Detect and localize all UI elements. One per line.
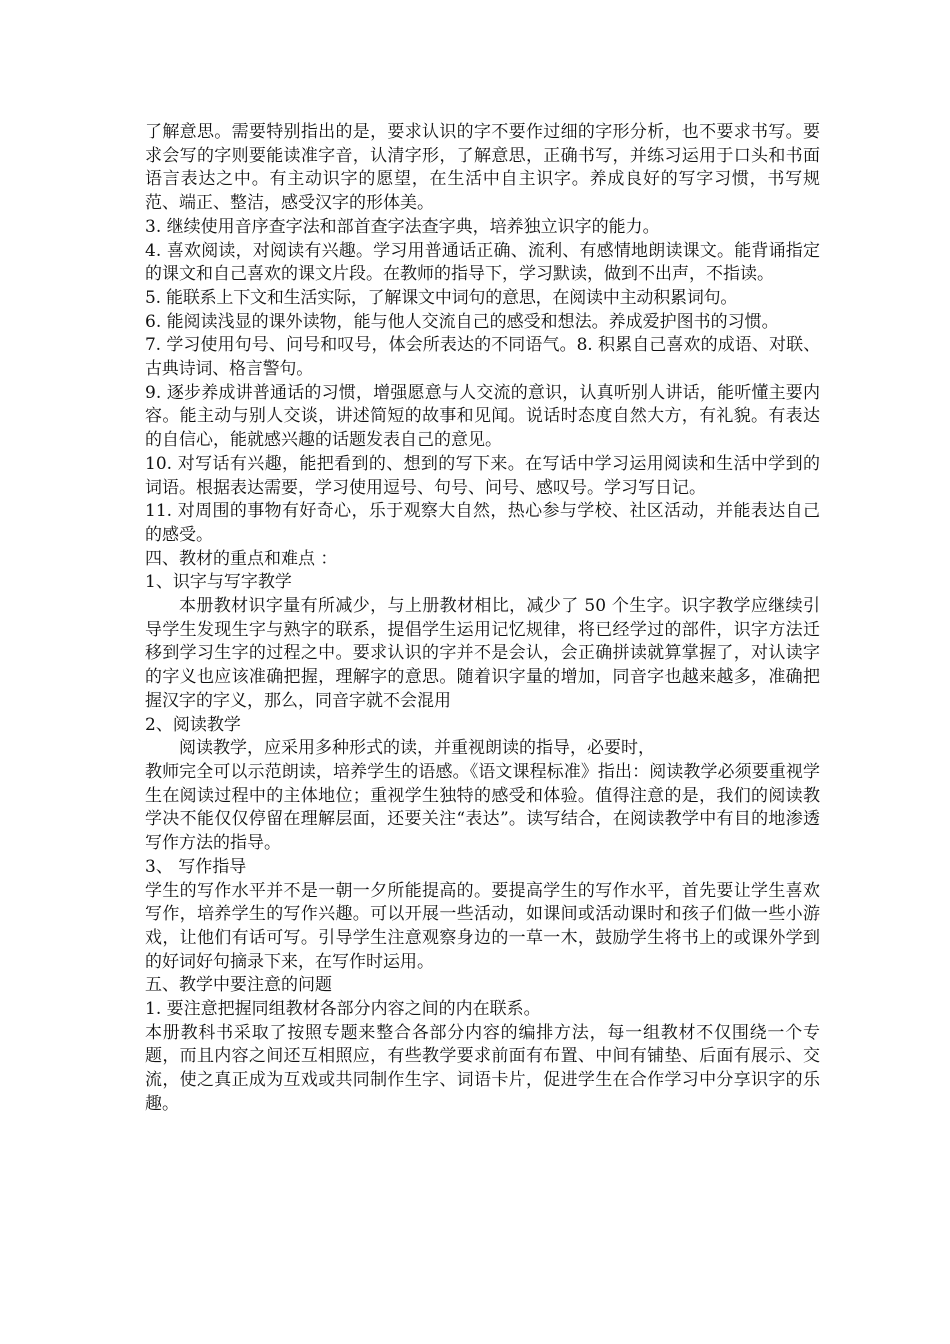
section-heading-4: 四、教材的重点和难点 ：	[145, 548, 338, 569]
subheading-writing: 3、 写作指导	[145, 856, 247, 877]
paragraph-item-4: 4. 喜欢阅读，对阅读有兴趣。学习用普通话正确、流利、有感情地朗读课文。能背诵指定的课文和自己喜欢的课文片段。在教师的指导下，学习默读，做到不出声，不指读。	[145, 240, 820, 285]
paragraph-textbook-arrangement: 本册教科书采取了按照专题来整合各部分内容的编排方法，每一组教材不仅围绕一个专题，而且内容之间还互相照应，有些教学要求前面有布置、中间有铺垫、后面有展示、交流，使之真正成为互戏或共同制作生字、词语卡片，促进学生在合作学习中分享识字的乐趣。	[145, 1022, 820, 1114]
section-heading-5: 五、教学中要注意的问题	[145, 975, 332, 996]
paragraph-item-5: 5. 能联系上下文和生活实际，了解课文中词句的意思，在阅读中主动积累词句。	[145, 287, 738, 308]
subheading-reading: 2、阅读教学	[145, 714, 241, 735]
paragraph-reading-teaching: 教师完全可以示范朗读，培养学生的语感。《语文课程标准》指出：阅读教学必须要重视学生在阅读过程中的主体地位；重视学生独特的感受和体验。值得注意的是，我们的阅读教学决不能仅仅停留在理解层面，还要关注“表达”。读写结合，在阅读教学中有目的地渗透写作方法的指导。	[145, 761, 820, 854]
subheading-literacy: 1、识字与写字教学	[145, 572, 292, 593]
paragraph-item-6: 6. 能阅读浅显的课外读物，能与他人交流自己的感受和想法。养成爱护图书的习惯。	[145, 311, 779, 332]
paragraph-literacy-requirements: 了解意思。需要特别指出的是，要求认识的字不要作过细的字形分析，也不要求书写。要求会写的字则要能读准字音，认清字形，了解意思，正确书写，并练习运用于口头和书面语言表达之中。有主动识字的愿望，在生活中自主识字。养成良好的写字习惯，书写规范、端正、整洁，感受汉字的形体美。	[145, 122, 820, 214]
paragraph-item-11: 11. 对周围的事物有好奇心，乐于观察大自然，热心参与学校、社区活动，并能表达自己的感受。	[145, 501, 820, 545]
paragraph-item-9: 9. 逐步养成讲普通话的习惯，增强愿意与人交流的意识，认真听别人讲话，能听懂主要内容。能主动与别人交谈，讲述简短的故事和见闻。说话时态度自然大方，有礼貌。有表达的自信心，能就感兴趣的话题发表自己的意见。	[145, 382, 820, 451]
paragraph-item-10: 10. 对写话有兴趣，能把看到的、想到的写下来。在写话中学习运用阅读和生活中学到的词语。根据表达需要，学习使用逗号、句号、问号、感叹号。学习写日记。	[145, 453, 820, 498]
paragraph-reading-intro: 阅读教学，应采用多种形式的读，并重视朗读的指导，必要时，	[179, 738, 655, 759]
document-page	[145, 121, 820, 1117]
paragraph-note-1: 1. 要注意把握同组教材各部分内容之间的内在联系。	[145, 999, 541, 1020]
paragraph-item-7-8: 7. 学习使用句号、问号和叹号，体会所表达的不同语气。8. 积累自己喜欢的成语、对联、古典诗词、格言警句。	[145, 335, 820, 380]
paragraph-literacy-teaching: 本册教材识字量有所减少，与上册教材相比，减少了 50 个生字。识字教学应继续引导学生发现生字与熟字的联系，提倡学生运用记忆规律，将已经学过的部件，识字方法迁移到学习生字的过程之中。要求认识的字并不是会认，会正确拼读就算掌握了，对认读字的字义也应该准确把握，理解字的意思。随着识字量的增加，同音字也越来越多，准确把握汉字的字义，那么，同音字就不会混用	[145, 596, 820, 711]
paragraph-writing-guidance: 学生的写作水平并不是一朝一夕所能提高的。要提高学生的写作水平，首先要让学生喜欢写作，培养学生的写作兴趣。可以开展一些活动，如课间或活动课时和孩子们做一些小游戏，让他们有话可写。引导学生注意观察身边的一草一木，鼓励学生将书上的或课外学到的好词好句摘录下来，在写作时运用。	[145, 880, 820, 972]
paragraph-item-3: 3. 继续使用音序查字法和部首查字法查字典，培养独立识字的能力。	[145, 216, 660, 237]
